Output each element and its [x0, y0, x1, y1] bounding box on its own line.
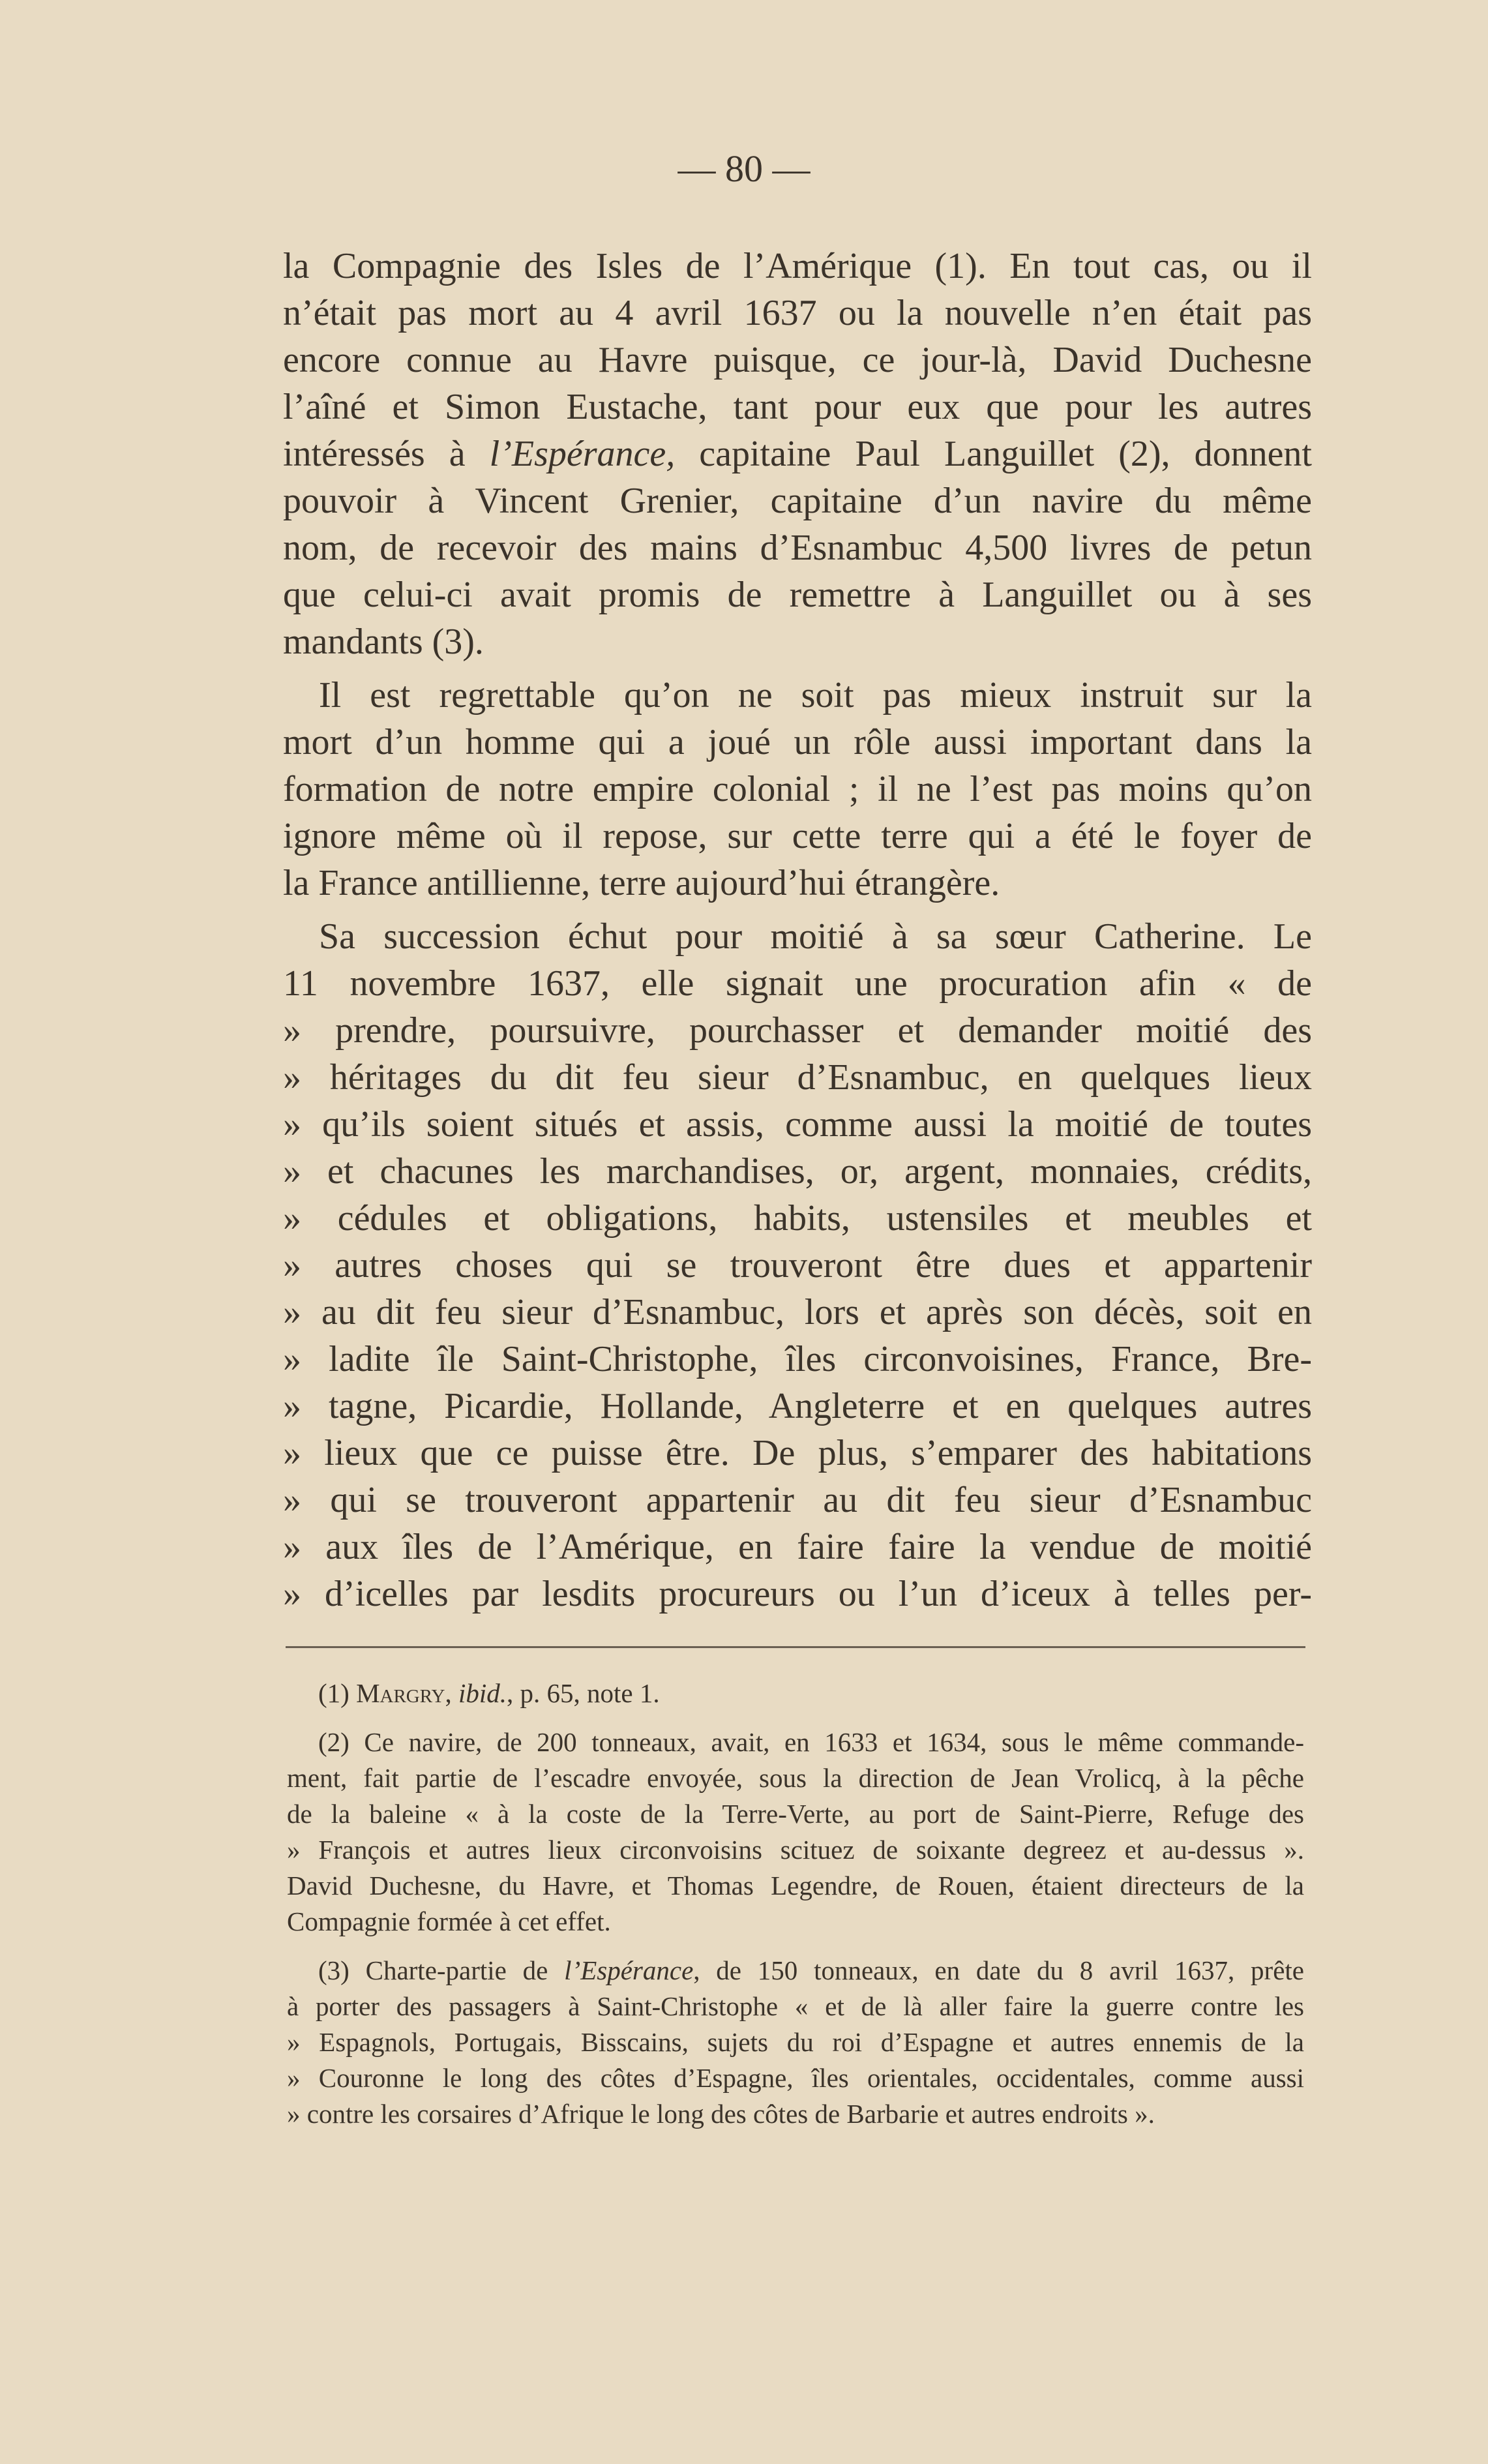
- text-segment: » et chacunes les marchandises, or, argent, monnaies, crédits,: [283, 1151, 1312, 1192]
- text-line: [283, 960, 1312, 1007]
- italic-text: ibid.: [458, 1678, 507, 1708]
- text-segment: » Couronne le long des côtes d’Espagne, îles orientales, occidentales, comme aussi: [287, 2063, 1304, 2093]
- text-line: [283, 383, 1312, 430]
- paragraph: [283, 913, 1312, 1617]
- footnote: [287, 1724, 1304, 1940]
- text-line: [287, 1832, 1304, 1868]
- footnotes: [287, 1675, 1304, 2132]
- text-line: [283, 766, 1312, 813]
- text-segment: » cédules et obligations, habits, ustensiles et meubles et: [283, 1198, 1312, 1239]
- text-line: [283, 477, 1312, 524]
- text-line: [283, 1148, 1312, 1195]
- text-segment: de la baleine « à la coste de la Terre-Verte, au port de Saint-Pierre, Refuge des: [287, 1799, 1304, 1829]
- text-line: [283, 290, 1312, 337]
- text-line: [283, 1242, 1312, 1289]
- text-line: [283, 672, 1312, 719]
- text-line: [283, 618, 1312, 665]
- text-line: [287, 1989, 1304, 2024]
- text-line: [287, 1675, 1304, 1711]
- italic-text: l’Espérance: [564, 1955, 694, 1985]
- text-segment: » Espagnols, Portugais, Bisscains, sujets du roi d’Espagne et autres ennemis de la: [287, 2027, 1304, 2057]
- text-line: [283, 719, 1312, 766]
- text-line: [283, 1101, 1312, 1148]
- text-segment: (1): [318, 1678, 357, 1708]
- text-segment: ignore même où il repose, sur cette terre qui a été le foyer de: [283, 816, 1312, 856]
- small-caps-text: Margry: [356, 1678, 445, 1708]
- text-line: [283, 1195, 1312, 1242]
- text-line: [283, 1007, 1312, 1054]
- text-segment: ment, fait partie de l’escadre envoyée, sous la direction de Jean Vrolicq, à la pêche: [287, 1763, 1304, 1793]
- text-segment: (3) Charte-partie de: [318, 1955, 565, 1985]
- text-segment: la France antillienne, terre aujourd’hui étrangère.: [283, 863, 1000, 903]
- text-segment: » qu’ils soient situés et assis, comme aussi la moitié de toutes: [283, 1104, 1312, 1145]
- text-segment: nom, de recevoir des mains d’Esnambuc 4,500 livres de petun: [283, 528, 1312, 568]
- text-line: [283, 571, 1312, 618]
- text-line: [283, 813, 1312, 860]
- text-segment: » qui se trouveront appartenir au dit feu sieur d’Esnambuc: [283, 1480, 1312, 1520]
- text-segment: capitaine Paul Languillet (2), donnent: [675, 434, 1312, 474]
- page-number: — 80 —: [677, 147, 811, 190]
- text-segment: , p. 65, note 1.: [506, 1678, 660, 1708]
- text-line: [287, 1796, 1304, 1832]
- footnote-separator: [286, 1646, 1305, 1648]
- text-segment: intéressés à: [283, 434, 490, 474]
- text-line: [283, 1430, 1312, 1477]
- text-segment: mort d’un homme qui a joué un rôle aussi important dans la: [283, 722, 1312, 762]
- text-line: [283, 1524, 1312, 1570]
- footnote: [287, 1953, 1304, 2132]
- text-segment: » François et autres lieux circonvoisins scituez de soixante degreez et au-dessus ».: [287, 1835, 1304, 1865]
- text-segment: encore connue au Havre puisque, ce jour-là, David Duchesne: [283, 340, 1312, 380]
- text-line: [287, 1953, 1304, 1989]
- text-line: [287, 1760, 1304, 1796]
- text-segment: Sa succession échut pour moitié à sa sœur Catherine. Le: [319, 916, 1312, 957]
- text-segment: » lieux que ce puisse être. De plus, s’emparer des habitations: [283, 1433, 1312, 1473]
- text-segment: » ladite île Saint-Christophe, îles circonvoisines, France, Bre-: [283, 1339, 1312, 1379]
- text-segment: » prendre, poursuivre, pourchasser et demander moitié des: [283, 1010, 1312, 1051]
- paragraph: [283, 672, 1312, 907]
- text-segment: à porter des passagers à Saint-Christophe « et de là aller faire la guerre contre les: [287, 1991, 1304, 2021]
- text-segment: ,: [445, 1678, 458, 1708]
- text-segment: » contre les corsaires d’Afrique le long des côtes de Barbarie et autres endroits ».: [287, 2099, 1155, 2129]
- italic-text: l’Espérance,: [489, 434, 676, 474]
- text-line: [283, 524, 1312, 571]
- text-segment: l’aîné et Simon Eustache, tant pour eux que pour les autres: [283, 387, 1312, 427]
- text-line: [283, 1570, 1312, 1617]
- text-segment: 11 novembre 1637, elle signait une procuration afin « de: [283, 963, 1312, 1004]
- text-line: [287, 1904, 1304, 1940]
- text-segment: » tagne, Picardie, Hollande, Angleterre et en quelques autres: [283, 1386, 1312, 1426]
- main-text: [283, 243, 1312, 1617]
- text-segment: mandants (3).: [283, 622, 484, 662]
- text-line: [287, 2024, 1304, 2060]
- text-line: [283, 243, 1312, 290]
- text-segment: , de 150 tonneaux, en date du 8 avril 1637, prête: [693, 1955, 1305, 1985]
- text-line: [287, 2060, 1304, 2096]
- text-line: [283, 337, 1312, 383]
- text-segment: (2) Ce navire, de 200 tonneaux, avait, en 1633 et 1634, sous le même commande-: [318, 1727, 1304, 1757]
- footnote: [287, 1675, 1304, 1711]
- text-line: [283, 860, 1312, 907]
- text-line: [283, 1289, 1312, 1336]
- text-segment: Il est regrettable qu’on ne soit pas mieux instruit sur la: [319, 675, 1312, 715]
- text-line: [283, 430, 1312, 477]
- text-segment: la Compagnie des Isles de l’Amérique (1). En tout cas, ou il: [283, 246, 1312, 286]
- text-segment: » d’icelles par lesdits procureurs ou l’un d’iceux à telles per-: [283, 1574, 1312, 1614]
- text-segment: David Duchesne, du Havre, et Thomas Legendre, de Rouen, étaient directeurs de la: [287, 1871, 1304, 1901]
- text-segment: formation de notre empire colonial ; il ne l’est pas moins qu’on: [283, 769, 1312, 809]
- text-line: [283, 1054, 1312, 1101]
- text-line: [283, 913, 1312, 960]
- paragraph: [283, 243, 1312, 665]
- text-line: [287, 1868, 1304, 1904]
- text-line: [287, 2096, 1304, 2132]
- text-segment: n’était pas mort au 4 avril 1637 ou la nouvelle n’en était pas: [283, 293, 1312, 333]
- text-segment: » aux îles de l’Amérique, en faire faire la vendue de moitié: [283, 1527, 1312, 1567]
- text-line: [283, 1477, 1312, 1524]
- text-segment: » héritages du dit feu sieur d’Esnambuc, en quelques lieux: [283, 1057, 1312, 1098]
- text-segment: que celui-ci avait promis de remettre à Languillet ou à ses: [283, 575, 1312, 615]
- text-segment: » autres choses qui se trouveront être dues et appartenir: [283, 1245, 1312, 1285]
- text-line: [283, 1336, 1312, 1383]
- text-line: [287, 1724, 1304, 1760]
- text-segment: pouvoir à Vincent Grenier, capitaine d’un navire du même: [283, 481, 1312, 521]
- text-segment: » au dit feu sieur d’Esnambuc, lors et après son décès, soit en: [283, 1292, 1312, 1332]
- text-segment: Compagnie formée à cet effet.: [287, 1906, 611, 1936]
- text-line: [283, 1383, 1312, 1430]
